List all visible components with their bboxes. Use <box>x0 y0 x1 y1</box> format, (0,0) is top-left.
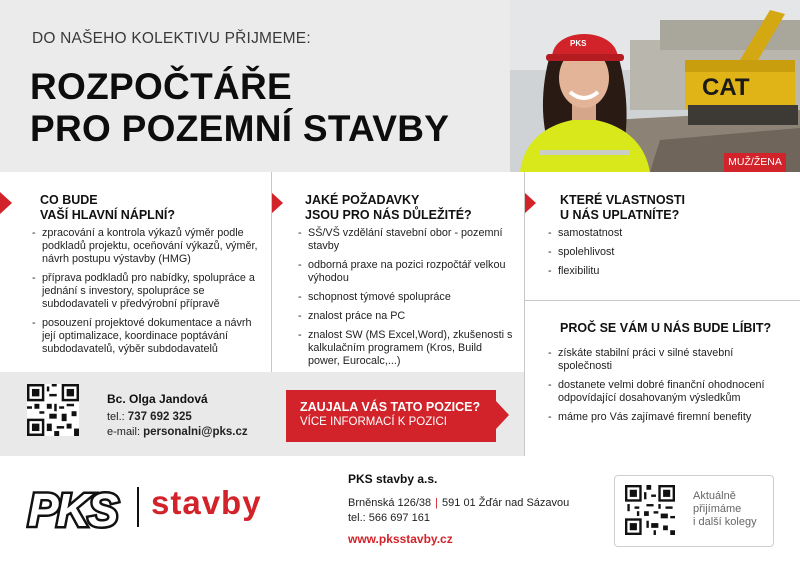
cta-arrow-icon <box>496 401 509 429</box>
list-item: - příprava podkladů pro nabídky, spolupráce a jednání s investory, spolupráce se subdodavateli v předvýrobní přípravě <box>32 272 266 311</box>
list-item: - máme pro Vás zajímavé firemní benefity <box>548 411 784 424</box>
address-street: Brněnská 126/38 <box>348 497 432 509</box>
section-marker-requirements <box>271 192 283 214</box>
contact-phone-label: tel.: <box>107 411 125 423</box>
logo-divider <box>137 487 139 527</box>
pks-logo <box>26 486 122 532</box>
qualities-title-line2: U NÁS UPLATNÍTE? <box>560 208 680 222</box>
list-item: - znalost práce na PC <box>298 310 516 323</box>
stavby-logo-text: stavby <box>151 484 262 521</box>
list-item: - znalost SW (MS Excel,Word), zkušenosti s kalkulačním programem (Kros, Build power, Eurocalc,...) <box>298 329 516 368</box>
contact-email-row <box>107 426 248 438</box>
benefits-section <box>560 321 790 336</box>
contact-email-link[interactable]: personalni@pks.cz <box>143 426 248 438</box>
qualities-title <box>560 193 780 223</box>
pks-logo-text: PKS <box>28 486 117 532</box>
cta-subtitle: VÍCE INFORMACÍ K POZICI <box>300 416 447 428</box>
divider-col2 <box>524 172 525 456</box>
company-address <box>348 497 569 509</box>
jobs-qr-text-line2: přijímáme <box>693 503 742 515</box>
list-item: - posouzení projektové dokumentace a návrh její optimalizace, koordinace poptávání subdodavatelů, výběr subdodavatelů <box>32 317 266 356</box>
contact-phone[interactable]: 737 692 325 <box>127 411 192 423</box>
jobs-qr-text-line3: i další kolegy <box>693 516 757 528</box>
qualities-list <box>548 227 778 284</box>
job-title-line1: ROZPOČTÁŘE <box>30 66 292 107</box>
qualities-title-line1: KTERÉ VLASTNOSTI <box>560 193 686 207</box>
company-name: PKS stavby a.s. <box>348 472 438 486</box>
company-phone: tel.: 566 697 161 <box>348 512 430 524</box>
list-item: - flexibilitu <box>548 265 778 278</box>
list-item: - dostanete velmi dobré finanční ohodnocení odpovídající dosahovaným výsledkům <box>548 379 784 405</box>
intro-text: DO NAŠEHO KOLEKTIVU PŘIJMEME: <box>32 30 311 47</box>
benefits-list <box>548 347 784 430</box>
section-marker-duties <box>0 192 12 214</box>
benefits-title: PROČ SE VÁM U NÁS BUDE LÍBIT? <box>560 321 772 335</box>
qualities-section <box>560 193 780 223</box>
list-item: - samostatnost <box>548 227 778 240</box>
contact-qr-code[interactable] <box>27 384 79 436</box>
list-item: - získáte stabilní práci v silné stavební společnosti <box>548 347 784 373</box>
contact-phone-row <box>107 411 192 423</box>
list-item: - schopnost týmové spolupráce <box>298 291 516 304</box>
jobs-qr-text <box>693 490 773 529</box>
section-marker-qualities <box>524 192 536 214</box>
company-website-link[interactable]: www.pksstavby.cz <box>348 532 453 546</box>
cta-title: ZAUJALA VÁS TATO POZICE? <box>300 400 481 414</box>
address-city: 591 01 Žďár nad Sázavou <box>442 497 570 509</box>
requirements-title-line2: JSOU PRO NÁS DŮLEŽITÉ? <box>305 208 472 222</box>
job-title-line2: PRO POZEMNÍ STAVBY <box>30 108 450 149</box>
requirements-title <box>305 193 515 223</box>
address-separator: | <box>435 497 439 509</box>
requirements-section <box>305 193 515 223</box>
jobs-qr-text-line1: Aktuálně <box>693 490 736 502</box>
jobs-qr-code[interactable] <box>625 485 675 535</box>
header-photo <box>510 0 800 172</box>
requirements-list <box>298 227 516 374</box>
divider-qualities-benefits <box>524 300 800 301</box>
list-item: - odborná praxe na pozici rozpočtář velkou výhodou <box>298 259 516 285</box>
gender-badge: MUŽ/ŽENA <box>724 153 786 172</box>
list-item: - SŠ/VŠ vzdělání stavební obor - pozemní stavby <box>298 227 516 253</box>
duties-title <box>40 193 262 223</box>
job-title <box>30 66 449 150</box>
duties-title-line1: CO BUDE <box>40 193 98 207</box>
more-info-button[interactable] <box>286 390 496 442</box>
divider-col1 <box>271 172 272 372</box>
contact-name: Bc. Olga Jandová <box>107 392 208 406</box>
duties-list <box>32 227 266 362</box>
duties-section <box>40 193 262 223</box>
list-item: - zpracování a kontrola výkazů výměr podle podkladů projektu, oceňování výkazů, výměr, návrh postupu výstavby (HMG) <box>32 227 266 266</box>
list-item: - spolehlivost <box>548 246 778 259</box>
helmet-logo-text: PKS <box>570 39 587 48</box>
duties-title-line2: VAŠÍ HLAVNÍ NÁPLNÍ? <box>40 208 175 222</box>
requirements-title-line1: JAKÉ POŽADAVKY <box>305 193 420 207</box>
header-banner <box>0 0 800 172</box>
excavator-logo-text: CAT <box>702 74 750 101</box>
contact-email-label: e-mail: <box>107 426 141 438</box>
